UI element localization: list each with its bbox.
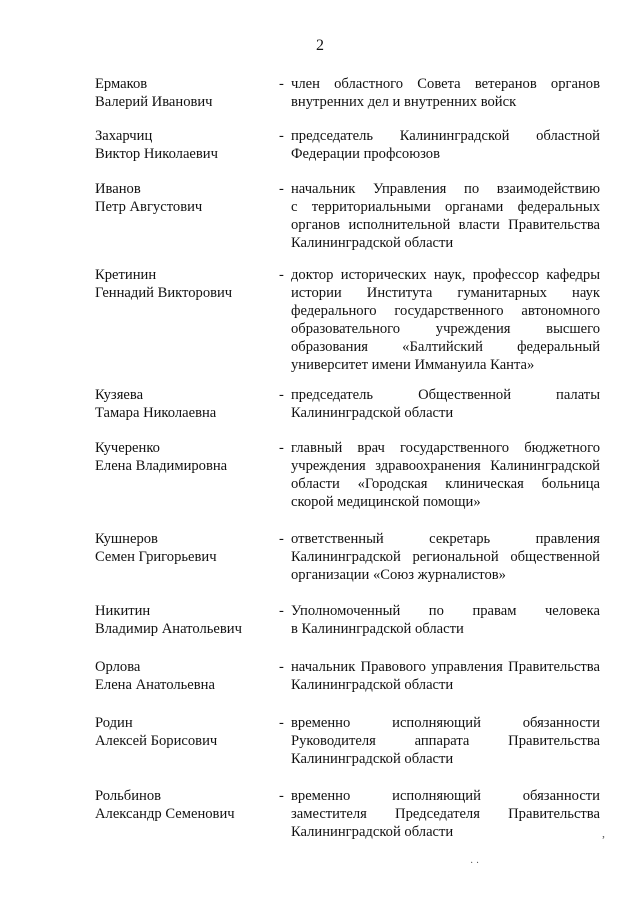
role-line: начальник Правового управления Правительства	[291, 659, 600, 675]
role-line: образования «Балтийский федеральный	[291, 339, 600, 355]
role-line: образовательного учреждения высшего	[291, 321, 600, 337]
dash-separator: -	[279, 531, 284, 547]
role-line: председатель Общественной палаты	[291, 387, 600, 403]
role-line: Уполномоченный по правам человека	[291, 603, 600, 619]
role-line: истории Института гуманитарных наук	[291, 285, 600, 301]
member-name	[95, 127, 275, 163]
role-line: Калининградской области	[291, 235, 454, 251]
member-name	[95, 658, 275, 694]
member-name	[95, 386, 275, 422]
role-line: ответственный секретарь правления	[291, 531, 600, 547]
role-line: органов исполнительной власти Правительства	[291, 217, 600, 233]
dash-separator: -	[279, 128, 284, 144]
member-name	[95, 75, 275, 111]
role-line: Руководителя аппарата Правительства	[291, 733, 600, 749]
member-surname: Рольбинов	[95, 788, 162, 804]
role-line: главный врач государственного бюджетного	[291, 440, 600, 456]
member-role	[291, 180, 600, 252]
member-given-names: Алексей Борисович	[95, 733, 218, 749]
member-surname: Родин	[95, 715, 133, 731]
member-surname: Кузяева	[95, 387, 144, 403]
role-line: в Калининградской области	[291, 621, 464, 637]
dash-separator: -	[279, 659, 284, 675]
page-number: 2	[316, 37, 324, 54]
member-surname: Иванов	[95, 181, 141, 197]
role-line: Калининградской региональной общественной	[291, 549, 600, 565]
member-given-names: Геннадий Викторович	[95, 285, 233, 301]
member-role	[291, 658, 600, 694]
dash-separator: -	[279, 387, 284, 403]
role-line: член областного Совета ветеранов органов	[291, 76, 600, 92]
dash-separator: -	[279, 76, 284, 92]
scan-artifact: ,	[602, 826, 605, 840]
member-role	[291, 602, 600, 638]
member-surname: Ермаков	[95, 76, 148, 92]
member-surname: Захарчиц	[95, 128, 153, 144]
member-given-names: Елена Анатольевна	[95, 677, 215, 693]
member-role	[291, 714, 600, 768]
scan-artifact: · ·	[470, 858, 480, 869]
dash-separator: -	[279, 440, 284, 456]
member-role	[291, 266, 600, 374]
member-name	[95, 787, 275, 823]
member-given-names: Елена Владимировна	[95, 458, 228, 474]
member-role	[291, 386, 600, 422]
role-line: заместителя Председателя Правительства	[291, 806, 600, 822]
member-surname: Никитин	[95, 603, 151, 619]
member-role	[291, 787, 600, 841]
member-surname: Кучеренко	[95, 440, 160, 456]
member-name	[95, 180, 275, 216]
role-line: начальник Управления по взаимодействию	[291, 181, 600, 197]
dash-separator: -	[279, 267, 284, 283]
member-name	[95, 530, 275, 566]
role-line: учреждения здравоохранения Калининградской	[291, 458, 600, 474]
role-line: внутренних дел и внутренних войск	[291, 94, 517, 110]
role-line: организации «Союз журналистов»	[291, 567, 506, 583]
role-line: федерального государственного автономного	[291, 303, 600, 319]
role-line: Калининградской области	[291, 405, 454, 421]
role-line: временно исполняющий обязанности	[291, 788, 600, 804]
member-given-names: Семен Григорьевич	[95, 549, 217, 565]
member-role	[291, 127, 600, 163]
member-name	[95, 714, 275, 750]
dash-separator: -	[279, 603, 284, 619]
role-line: скорой медицинской помощи»	[291, 494, 481, 510]
member-surname: Орлова	[95, 659, 141, 675]
role-line: Калининградской области	[291, 677, 454, 693]
dash-separator: -	[279, 181, 284, 197]
member-role	[291, 530, 600, 584]
member-surname: Кретинин	[95, 267, 157, 283]
dash-separator: -	[279, 715, 284, 731]
member-given-names: Владимир Анатольевич	[95, 621, 242, 637]
role-line: области «Городская клиническая больница	[291, 476, 600, 492]
member-name	[95, 602, 275, 638]
role-line: с территориальными органами федеральных	[291, 199, 600, 215]
role-line: временно исполняющий обязанности	[291, 715, 600, 731]
member-given-names: Тамара Николаевна	[95, 405, 217, 421]
member-role	[291, 75, 600, 111]
member-given-names: Виктор Николаевич	[95, 146, 218, 162]
member-role	[291, 439, 600, 511]
member-given-names: Александр Семенович	[95, 806, 235, 822]
member-given-names: Петр Августович	[95, 199, 203, 215]
member-name	[95, 266, 275, 302]
role-line: Федерации профсоюзов	[291, 146, 440, 162]
member-given-names: Валерий Иванович	[95, 94, 213, 110]
role-line: Калининградской области	[291, 824, 454, 840]
role-line: доктор исторических наук, профессор кафедры	[291, 267, 600, 283]
member-surname: Кушнеров	[95, 531, 158, 547]
role-line: председатель Калининградской областной	[291, 128, 600, 144]
dash-separator: -	[279, 788, 284, 804]
member-name	[95, 439, 275, 475]
role-line: Калининградской области	[291, 751, 454, 767]
role-line: университет имени Иммануила Канта»	[291, 357, 535, 373]
